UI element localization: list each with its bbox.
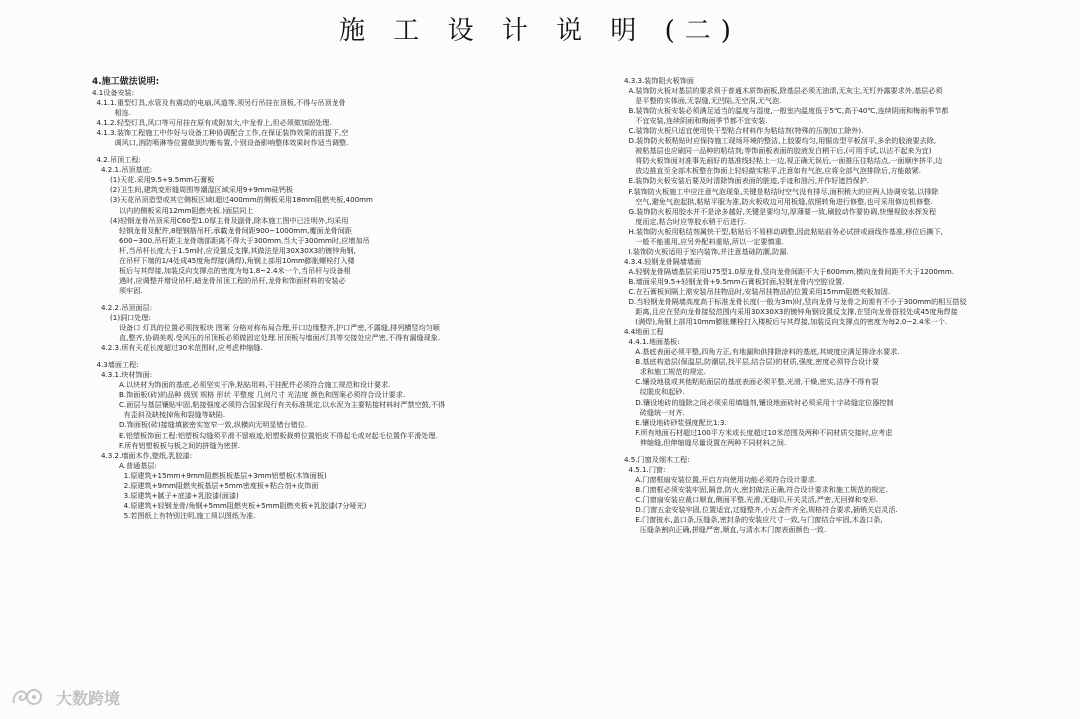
text-line: 3.原建筑+腻子+底漆+乳胶漆(面漆) — [92, 490, 239, 500]
text-line: 调风口,消防喷淋等位置做到均衡布置,个别设备影响整体效果时作适当调整. — [92, 138, 349, 148]
text-line: 直,整齐,协调美观.受风压的吊顶板必须做固定处理.吊顶板与墙面/灯具等交接处应严密,不得有漏缝现象. — [92, 333, 441, 343]
text-line: I.装饰防火板适用于室内装饰,并注意基础防潮,防漏. — [624, 246, 789, 256]
right-column — [624, 76, 1064, 535]
text-line: 4.5.门窗及细木工程: — [624, 454, 690, 464]
text-line: 4.3.2.墙面木作,壁纸,乳胶漆: — [92, 450, 193, 460]
text-line: 600~300,吊杆距主龙骨端部距离不得大于300mm,当大于300mm时,应增加吊 — [92, 235, 370, 245]
text-line: 轻钢龙骨及配件,8厘钢筋吊杆,承載龙骨间距900~1000mm,覆面龙骨间距 — [92, 225, 352, 235]
text-line: B.门窗框必须安装牢固,隔音,防火,密封做法正确,符合设计要求和施工规范的规定. — [624, 484, 888, 494]
text-line: 在吊杆下端的1/4处成45度角焊接(满焊),角钢上部用10mm膨胀螺栓打入楼 — [92, 255, 355, 265]
spacer — [92, 148, 612, 155]
brand-logo-icon — [10, 686, 50, 708]
text-line: (满焊),角钢上部用10mm膨胀螺栓打入楼板后与其焊接,加装反向支撑点的密度为每2.0~2.4米一个. — [624, 317, 948, 327]
text-line: 放边推直至全部木板整在饰面上轻轻敲实粘平,注意如有气泡,应将全部气泡排除后,方能敲紧. — [624, 166, 921, 176]
text-line: 度而定,粘合时应等胶水稍干后进行. — [624, 216, 747, 226]
text-line: 设备口 灯具的位置必须按板块 图案 分格对称布局合理,开口边缘整齐,护口严密,不露缝,排列横竖均匀顺 — [92, 323, 440, 333]
text-line: 4.2.吊顶工程: — [92, 155, 141, 165]
text-line: H.装饰防火板用粘结剂属快干型,粘贴后不易移动调整,因此粘贴前务必试拼或画线作基准,移位后撕下, — [624, 226, 943, 236]
text-line: B.墙面采用9.5+轻钢龙骨+9.5mm石膏板封面,轻钢龙骨内空腔设置. — [624, 276, 845, 286]
text-line: A.基底表面必须平整,四角方正,有地漏和供排除涂料的基底,其坡度应满足排涂水要求. — [624, 347, 900, 357]
text-line: 4.1设备安装: — [92, 88, 135, 97]
watermark — [10, 684, 120, 710]
section-heading: 4.施工做法说明: — [92, 77, 160, 87]
text-line: 压缝条割向正确,拼缝严密,顺直,与清水木门窗表面颜色一致. — [624, 525, 827, 535]
text-line: 须牢固. — [92, 285, 143, 295]
text-line: 4.原建筑+轻钢龙骨/角钢+5mm阻燃夹板+5mm阻燃夹板+乳胶漆(7分哑光) — [92, 500, 367, 510]
text-line: 不宜安装,连续阴雨和梅雨季节都不宜安装. — [624, 116, 768, 126]
text-line: 有歪斜及缺棱掉角和裂缝等缺陷. — [92, 410, 226, 420]
text-line: D.当轻钢龙骨隔墙高度高于标准龙骨长度(一般为3m)时,竖向龙骨与龙骨之间需有不小于300mm的相互搭驳 — [624, 297, 967, 307]
text-line: 伸缩缝,但伸缩缝尽量设置在两种不同材料之间. — [624, 437, 787, 447]
text-line: D.镶设地砖的缝除之间必须采用填缝剂,镶设地面砖时必须采用十字砖缝定位器控制 — [624, 397, 894, 407]
text-line: B.装饰防火板安装必须满足适当的温度与湿度,一般室内温度低于5℃,高于40℃,连续阴雨和梅雨季节都 — [624, 106, 949, 116]
text-line: 4.2.2.吊顶面层: — [92, 302, 153, 312]
text-line: 4.1.1.重型灯具,水管及有震动的电扇,风道等,须另行吊挂在顶板,不得与吊顶龙骨 — [92, 98, 346, 108]
text-line: 4.5.1.门窗: — [624, 464, 666, 474]
text-line: F.装饰防火板施工中应注意气泡现象,关键是粘结时空气没有排尽,面积稍大的应两人协调安装,以排除 — [624, 186, 939, 196]
text-line: E.镶设地砖砂浆强度配比1:3. — [624, 417, 727, 427]
text-line: 砖缝统一对齐. — [624, 407, 685, 417]
text-line: G.装饰防火板用胶水并不是涂多越好,关键是要均匀,厚薄要一致,刷胶动作要协调,快慢视胶水挥发程 — [624, 206, 937, 216]
text-line: 4.2.1.吊顶基底: — [92, 165, 153, 175]
text-line: C.装饰防火板只适宜使用快干型粘合材料作为粘结剂(特殊的压制加工除外). — [624, 126, 864, 136]
text-line: 2.原建筑+9mm阻燃夹板基层+5mm密度板+粘合剂+皮饰面 — [92, 480, 319, 490]
page-title: 施 工 设 计 说 明 (二) — [339, 16, 741, 46]
text-line: 4.4.1.地面基板: — [624, 337, 680, 347]
text-line: 距离,且应在竖向龙骨接驳范围内采用30X30X3的镀锌角钢设置反支撑,在竖向龙骨搭驳处成45度角焊接 — [624, 307, 958, 317]
text-line: 是平整的实体面,无裂缝,无凹陷,无空洞,无气泡. — [624, 96, 782, 106]
text-line: F.所有地面石材超过100平方米或长度超过10米范围及两种不同材质交接时,应考虑 — [624, 427, 893, 437]
text-line: 4.2.3.所有天花长度超过30米范围时,应考虑伸缩缝. — [92, 343, 263, 353]
text-line: (2)卫生间,建筑变形缝周围等潮湿区域采用9+9mm硅钙板 — [92, 185, 294, 195]
text-line: 1.原建筑+15mm+9mm阻燃板板基层+3mm铝塑板(木饰面板) — [92, 470, 327, 480]
text-line: B.饰面板(砖)的品种 级别 规格 形状 平整度 几何尺寸 光洁度 颜色和图案必须符合设计要求. — [92, 390, 406, 400]
text-line: 遇时,应调整并增设吊杆,暗龙骨吊顶工程的吊杆,龙骨和饰面材料的安装必 — [92, 275, 346, 285]
text-line: 纹脱皮和起砂. — [624, 387, 685, 397]
text-line: C.在石膏板间隔上需安装吊挂物品时,安装吊挂物品的位置采用15mm阻燃夹板加固. — [624, 286, 891, 296]
text-line: C.镶设地毯或其他粘贴面层的基底表面必须平整,光滑,干燥,密实,洁净不得有裂 — [624, 377, 879, 387]
text-line: A.以块材为饰面的基底,必须坚实干净,粘贴用料,干挂配件必须符合施工规范和设计要求. — [92, 380, 391, 390]
text-line: C.门窗扇安装应裁口顺直,侧面平整,光滑,无缝印,开关灵活,严密,无回弹和变形. — [624, 494, 879, 504]
text-line: 4.1.3.装饰工程施工中作好与设备工种协调配合工作,在保证装饰效果的前提下,空 — [92, 128, 349, 138]
text-line: D.门窗五金安装牢固,位置适宜,过缝整齐,小五金件齐全,规格符合要求,插销关启灵活. — [624, 504, 898, 514]
text-line: 4.1.2.轻型灯具,风口等可吊挂在原有或附加大,中龙骨上,但必须做加固处理. — [92, 118, 332, 128]
spacer — [92, 353, 612, 360]
text-line: E.装饰防火板安装后要及时清除饰面表面的脏迹,手迹和油污,并作好遮挡保护. — [624, 176, 870, 186]
text-line: 4.3.1.块材饰面: — [92, 370, 153, 380]
text-line: (4)轻钢龙骨吊顶采用C60型1.0厚主骨及副骨,除本施工图中已注明外,均采用 — [92, 215, 349, 225]
text-line: 求和施工规范的规定. — [624, 367, 706, 377]
text-line: 被粘基层也应刷同一品种的粘结剂;等饰面板表面的胶液发白稍干后,(可用手试,以沾不起来为宜) — [624, 146, 932, 156]
text-line: C.面层与基层镶贴牢固,粘接强度必须符合国家现行有关标准规定,以水泥为主要粘接材料时严禁空鼓,不得 — [92, 400, 446, 410]
text-line: 一般不能重用,应另外配料重贴,所以一定要慎重. — [624, 236, 784, 246]
text-line: (1)天花.采用9.5+9.5mm石膏板 — [92, 175, 215, 185]
text-line: A.装饰防火板对基层的要求须于普通木质饰面板,除基层必须无油渍,无灰尘,无钉外露要求外,基层必须 — [624, 86, 943, 96]
text-line: 空气,避免气泡起拱,粘贴平服为准,防火板收边可用板缝,依照转角进行修整,也可采用修边机修整. — [624, 196, 933, 206]
text-line: 5.若图纸上有特别注明,施工须以图纸为准. — [92, 510, 256, 520]
text-line: (1)洞口处理: — [92, 312, 151, 322]
text-line: 4.4地面工程 — [624, 327, 664, 337]
text-line: E.门窗披水,盖口条,压缝条,密封条的安装应尺寸一致,与门窗结合牢固,木盖口条, — [624, 515, 883, 525]
text-line: (3)天花吊顶造型或其它侧板区域(超过400mm的侧板采用18mm阻燃夹板,400mm — [92, 195, 373, 205]
text-line: F.所有铝塑板板与板之间的拼缝为密拼. — [92, 440, 241, 450]
text-line: 4.3.3.装饰阻火板饰面 — [624, 76, 694, 85]
text-line: 板后与其焊接,加装反向支撑点的密度为每1.8~2.4米一个,当吊杆与设备相 — [92, 265, 351, 275]
spacer — [624, 448, 1064, 455]
spacer — [92, 296, 612, 303]
watermark-text: 大数跨境 — [56, 688, 121, 708]
text-line: D.饰面板(砖)接缝填嵌密实宽窄一致,纵横向无明显错台错位. — [92, 420, 308, 430]
text-line: 以内的侧板采用12mm阻燃夹板.)面层同上 — [92, 205, 254, 215]
text-line: 4.3.4.轻钢龙骨隔墙墙面 — [624, 256, 702, 266]
text-line: B.基底构造层(保温层,防潮层,找平层,结合层)的材质,强度,密度必须符合设计要 — [624, 357, 880, 367]
text-line: D.装饰防火板粘贴时应保持施工现场环境的整洁,上胶要均匀,用锯齿型平板刮平,多余的胶液要去除, — [624, 136, 937, 146]
text-line: A.轻钢龙骨隔墙基层采用U75型1.0厚龙骨,竖向龙骨间距不大于600mm,横向龙骨间距不大于1200mm. — [624, 266, 954, 276]
text-line: 将防火板饰面对准事先画好的基准线轻粘上一边,视正确无误后,一面推压往粘结点,一面顺序挤平,边 — [624, 156, 943, 166]
text-line: 相连. — [92, 108, 131, 118]
text-line: A.普通基层: — [92, 460, 157, 470]
text-line: 杆,当吊杆长度大于1.5m时,应设置反支撑,其做法是用30X30X3的镀锌角钢, — [92, 245, 356, 255]
text-line: E.铝塑板饰面工程:铝塑板勾缝须平滑不留痕迹,铝塑板裁剪位置铝皮不得起毛或对起毛位置作平滑处理. — [92, 430, 438, 440]
left-column — [92, 76, 612, 521]
text-line: A.门窗框扇安装位置,开启方向使用功能必须符合设计要求. — [624, 474, 818, 484]
text-line: 4.3墙面工程: — [92, 360, 139, 370]
